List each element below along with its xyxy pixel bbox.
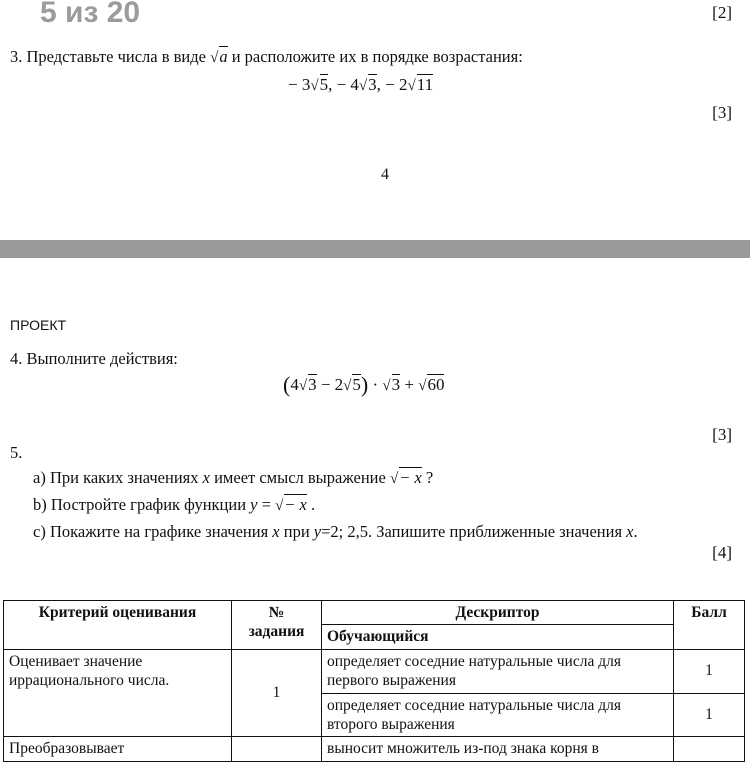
score-task3: [3] (712, 103, 732, 122)
score-previous-task: [2] (712, 3, 732, 22)
task-number-cell (232, 737, 322, 761)
task3-text: 3. Представьте числа в виде √a и расположите их в порядке возрастания: (10, 47, 523, 66)
task-number-cell: 1 (232, 649, 322, 737)
number-3: − 2√11 (385, 75, 434, 94)
number-2: − 4√3, (336, 75, 386, 94)
header-student: Обучающийся (322, 625, 674, 649)
sqrt-symbol: √ (210, 50, 219, 66)
score-cell (674, 737, 745, 761)
header-descriptor: Дескриптор (322, 601, 674, 625)
score-task5: [4] (712, 543, 732, 562)
descriptor-cell: выносит множитель из-под знака корня в (322, 737, 674, 761)
descriptor-cell: определяет соседние натуральные числа для первого выражения (322, 649, 674, 693)
page-number: 4 (381, 166, 389, 183)
score-cell: 1 (674, 649, 745, 693)
document-page-4 (0, 0, 750, 240)
project-label: ПРОЕКТ (10, 317, 67, 333)
task5-part-a: a) При каких значениях x имеет смысл выражение √− x ? (33, 468, 434, 487)
task3-numbers (288, 75, 433, 95)
table-row (4, 737, 745, 761)
task4-text: 4. Выполните действия: (10, 349, 178, 368)
number-1: − 3√5, (288, 75, 337, 94)
page-separator (0, 240, 750, 258)
score-cell: 1 (674, 693, 745, 737)
header-task-number: № задания (232, 601, 322, 650)
task4-formula: (4√3 − 2√5) · √3 + √60 (283, 372, 445, 397)
task5-part-b: b) Постройте график функции y = √− x . (33, 495, 316, 514)
task5-number: 5. (10, 443, 23, 462)
table-row (4, 649, 745, 693)
page-indicator: 5 из 20 (40, 0, 141, 29)
header-criterion: Критерий оценивания (4, 601, 232, 650)
header-score: Балл (674, 601, 745, 650)
task5-part-c: c) Покажите на графике значения x при y=2; 2,5. Запишите приближенные значения x. (33, 522, 638, 541)
criterion-cell: Оценивает значение иррационального числа. (4, 649, 232, 737)
descriptor-cell: определяет соседние натуральные числа для второго выражения (322, 693, 674, 737)
score-task4: [3] (712, 425, 732, 444)
assessment-table (3, 600, 745, 762)
criterion-cell: Преобразовывает (4, 737, 232, 761)
document-page-5 (0, 258, 750, 758)
